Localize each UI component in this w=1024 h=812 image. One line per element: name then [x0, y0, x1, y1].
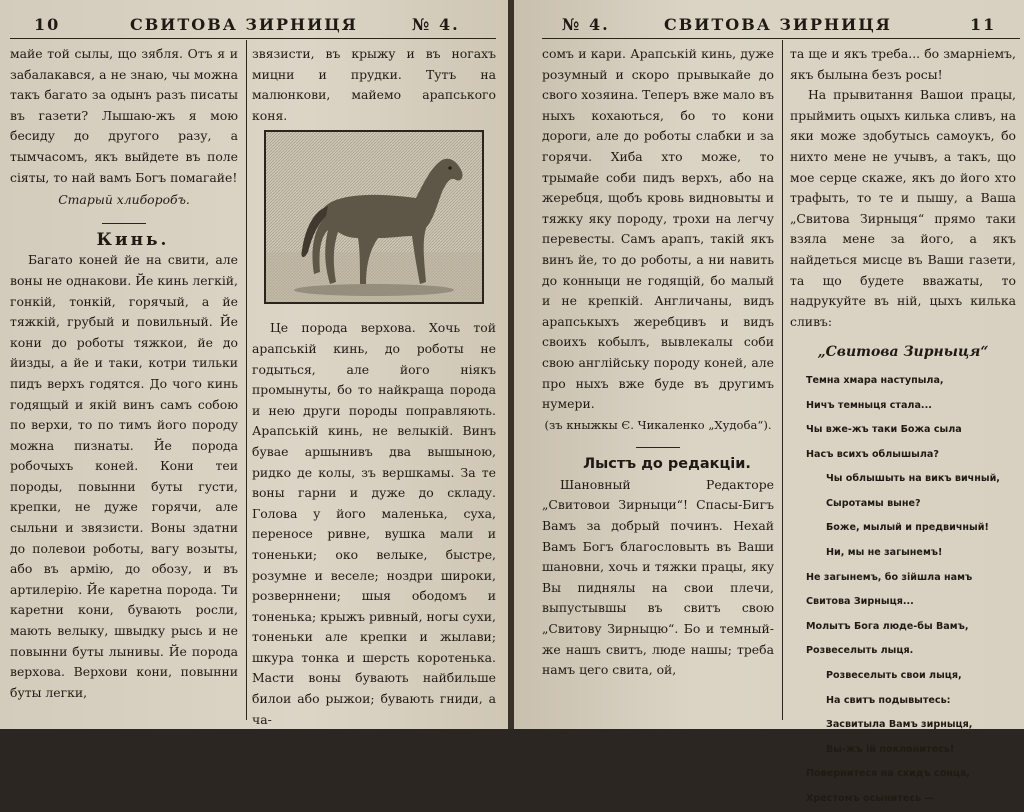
poem-line: Повернитеся на схидъ сонця, [806, 768, 970, 780]
left-page-number: 10 [34, 14, 61, 34]
horse-article-body: Багато коней йе на свити, але воны не однакови. Йе кинь легкій, гонкій, тонкій, горячый, а йе тяжкій, грубый и повильный. Йе кони до роботы тяжкои, йе до йизды, а йе и таки, котри тильки пидъ верхъ годятся. До чого кинь годящый и якій винъ самъ собою по верхи, то по тимъ його породу можна пизнаты. Йе порода робочыхъ коней. Кони теи породы, повынни буты густи, крепки, не дуже горячи, але сыльни и звязисти. Воны здатни до полевои роботы, вагу возыты, або въ армію, до обозу, и въ артилерію. Йе каретна порода. Ти каретни кони, бувають росли, мають велыку, швыдку рысь и не повынни буты лынивы. Йе порода верхова. Верхови кони, повынни буты легки, [10, 252, 238, 700]
poem-line: Боже, мылый и предвичный! [826, 522, 989, 534]
left-column-2 [252, 44, 496, 730]
poem-line: Засвитыла Вамъ зирныця, [826, 719, 973, 731]
right-page-title: СВИТОВА ЗИРНИЦЯ [664, 14, 892, 34]
poem-line: Сыротамы выне? [826, 497, 921, 509]
poem-line: Ничъ темныця стала... [806, 399, 932, 411]
poem-line: Розвеселыть лыця. [806, 645, 914, 657]
letter-divider [636, 447, 680, 448]
right-page-number: 11 [970, 14, 997, 34]
poem-line: Темна хмара наступыла, [806, 374, 944, 386]
article-ending: майе той сылы, що зябля. Отъ я и забалакався, а не знаю, чы можна такъ багато за одынъ разъ писаты въ газети? Лышаю-жъ я мою бесиду до другого разу, а тымчасомъ, якъ выйдете въ поле сіяты, то най вамъ Богъ помагайе! [10, 46, 238, 185]
poem-line: Чы облышыть на викъ вичный, [826, 473, 1000, 485]
right-column-rule [782, 40, 783, 720]
poem-line: Вы-жъ ій поклонитесь! [826, 743, 955, 755]
letter-continued: та ще и якъ треба... бо змарніемъ, якъ былына безъ росы! [790, 46, 1016, 82]
poem [790, 369, 1016, 812]
left-column-rule [246, 40, 247, 720]
left-header-rule [10, 38, 496, 39]
poem-title: „Свитова Зирныця“ [817, 344, 989, 361]
letter-body-2: На прывитання Вашои працы, прыймить оцыхъ килька сливъ, на яки може здобутысь самоукъ, бо нихто мене не учывъ, а такъ, що мое серце скаже, якъ до його хто трафыть, то те и пышу, а Ваша „Свитова Зирныця“ прямо таки взяла мене за його, а якъ найдеться мисце въ Ваши газети, та що будете вважаты, то надрукуйте въ ній, цыхъ килька сливъ: [790, 87, 1016, 329]
poem-line: Чы вже-жъ таки Божа сыла [806, 424, 962, 436]
horse-icon [266, 132, 482, 302]
letter-title: Лыстъ до редакціи. [583, 456, 751, 473]
poem-line: На свитъ подывытесь: [826, 694, 951, 706]
right-column-1 [542, 44, 774, 681]
right-header-rule [542, 38, 1020, 39]
letter-body: Шановный Редакторе „Свитовои Зирныци“! Спасы-Бигъ Вамъ за добрый починъ. Нехай Вамъ Богъ благословыть въ Ваши шановни, хочь и тяжки працы, яку Вы пиднялы на свои плечи, выпустывшы въ свитъ свою „Свитову Зирныцю“. Бо и темный-же нашъ свитъ, люде нашы; треба намъ цего свита, ой, [542, 476, 774, 678]
horse-article-continued: звязисти, въ крыжу и въ ногахъ мицни и прудки. Тутъ на малюнкови, майемо арапського коня. [252, 46, 496, 123]
poem-line: Свитова Зирныця... [806, 596, 914, 608]
section-divider [102, 223, 146, 224]
horse-article-body-2: Це порода верхова. Хочь той арапській кинь, до роботы не годыться, але його ніякъ промынуты, бо то найкраща порода и нею други породы поправляють. Арапській кинь, не велыкій. Винъ бувае аршынивъ два вышыною, ридко де колы, зъ вершкамы. За те воны гарни и дуже до складу. Голова у його маленька, суха, переносе ривне, вушка мали и тоненьки; око велыке, быстре, розумне и веселе; ноздри широки, розверннени; шыя ободомъ и тоненька; крыжъ ривный, ногы сухи, тоненьки але крепки и жылави; шкура тонка и шерсть коротенька. Масти воны бувають найбильше билои або рыжои; бувають гниди, а ча- [252, 320, 496, 727]
poem-line: Хрестомъ осынитесь — [806, 793, 935, 804]
left-page-title: СВИТОВА ЗИРНИЦЯ [130, 14, 358, 34]
left-issue-number: № 4. [412, 14, 460, 34]
source-credit: (зъ кныжкы Є. Чикаленко „Худоба“). [544, 417, 772, 432]
horse-article-end: сомъ и кари. Арапській кинь, дуже розумный и скоро прывыкайе до свого хозяина. Теперъ вже мало въ ныхъ кохаються, бо то кони дороги, але до роботы слабки и за горячи. Хиба хто може, то трымайе соби пидъ верхъ, або на жеребця, щобъ кровь видновыты и тяжку яку породу, трохи на легчу перевесты. Самъ арапъ, такій якъ винъ йе, то до роботы, а ни навить до конныци не годящій, бо малый и не крепкій. Англичаны, видъ арапськыхъ жеребцивъ и видъ своихъ кобылъ, вывлекалы соби свою англійську породу коней, але про ныхъ вже буде въ другимъ нумери. [542, 46, 774, 412]
poem-line: Ни, мы не загынемъ! [826, 547, 943, 559]
signature: Старый хлиборобъ. [58, 192, 190, 208]
right-page [514, 0, 1024, 804]
poem-line: Розвеселыть свои лыця, [826, 670, 962, 682]
left-column-1 [10, 44, 238, 703]
right-issue-number: № 4. [562, 14, 610, 34]
right-column-2 [790, 44, 1016, 812]
article-title-horse: Кинь. [96, 229, 170, 250]
poem-line: Не загынемъ, бо зійшла намъ [806, 571, 973, 583]
left-page [0, 0, 510, 729]
arabian-horse-illustration [264, 130, 484, 304]
poem-line: Молытъ Бога люде-бы Вамъ, [806, 620, 969, 632]
poem-line: Насъ всихъ облышыла? [806, 448, 939, 460]
